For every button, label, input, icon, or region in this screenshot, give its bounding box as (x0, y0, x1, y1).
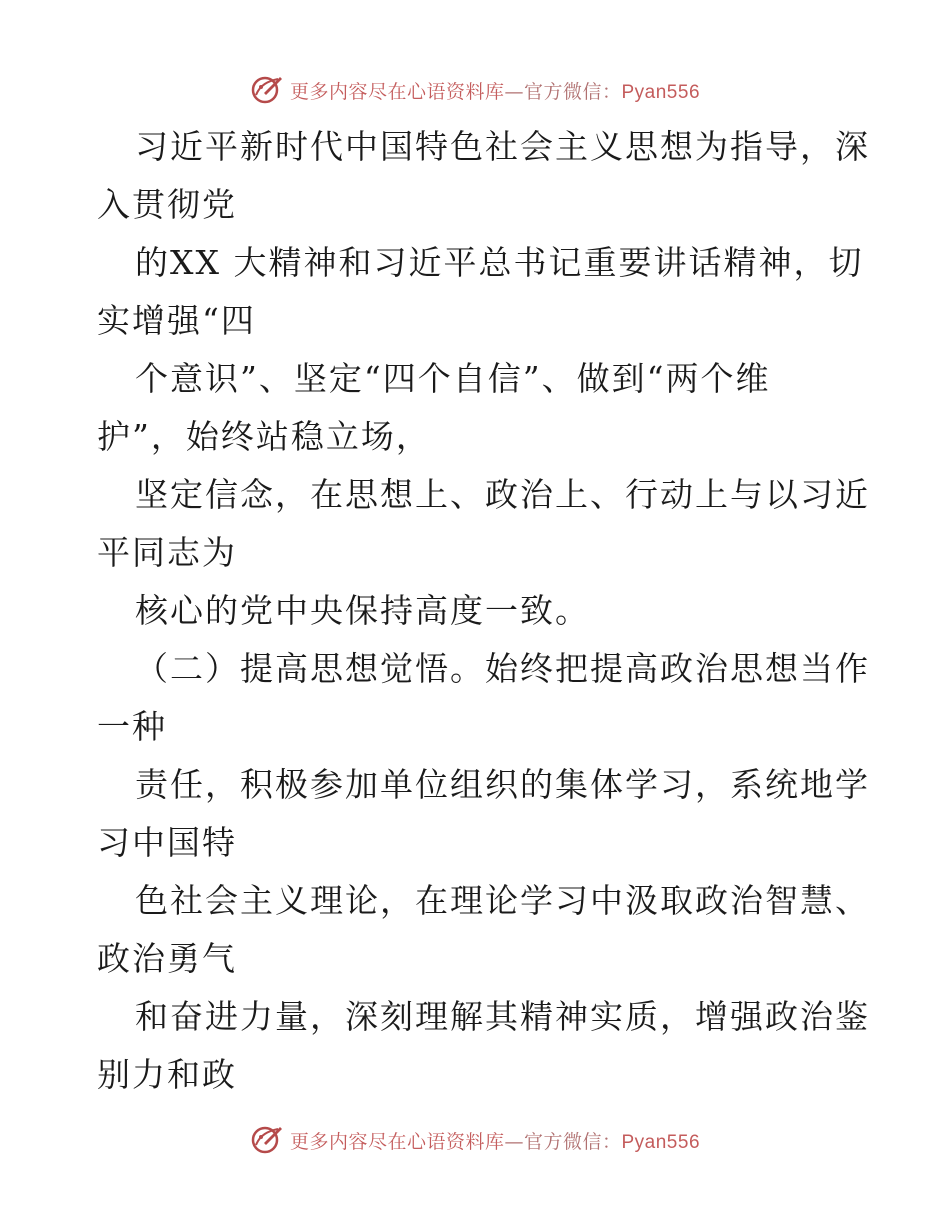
text-line: 政治勇气 (97, 939, 237, 978)
text-line: 习近平新时代中国特色社会主义思想为指导，深 (135, 127, 870, 166)
text-line: 入贯彻党 (97, 185, 237, 224)
banner-main-text: 更多内容尽在心语资料库 (289, 80, 505, 103)
text-line: 色社会主义理论，在理论学习中汲取政治智慧、 (135, 881, 870, 920)
banner-dash: — (504, 80, 524, 103)
document-body (97, 118, 870, 1104)
text-line: 护”，始终站稳立场， (97, 417, 431, 456)
text-line: 平同志为 (97, 533, 237, 572)
text-line: 和奋进力量，深刻理解其精神实质，增强政治鉴 (135, 997, 870, 1036)
banner-official-label: 官方微信： (523, 80, 622, 103)
banner-official-label: 官方微信： (523, 1130, 622, 1153)
pen-logo-icon (250, 1123, 284, 1157)
text-line: 坚定信念，在思想上、政治上、行动上与以习近 (135, 475, 870, 514)
text-line: 责任，积极参加单位组织的集体学习，系统地学 (135, 765, 870, 804)
pen-logo-icon (250, 73, 284, 107)
banner-text (290, 77, 700, 104)
text-line: 习中国特 (97, 823, 237, 862)
text-line: 的XX 大精神和习近平总书记重要讲话精神，切 (135, 243, 864, 282)
banner-dash: — (504, 1130, 524, 1153)
footer-watermark-banner (0, 1120, 950, 1160)
banner-main-text: 更多内容尽在心语资料库 (289, 1130, 505, 1153)
banner-text (290, 1127, 700, 1154)
text-line: 核心的党中央保持高度一致。 (135, 591, 590, 630)
text-line: 实增强“四 (97, 301, 256, 340)
banner-wechat-id: Pyan556 (621, 1131, 701, 1153)
text-line: （二）提高思想觉悟。始终把提高政治思想当作 (135, 649, 870, 688)
text-line: 一种 (97, 707, 167, 746)
header-watermark-banner (0, 70, 950, 110)
text-line: 别力和政 (97, 1055, 237, 1094)
text-line: 个意识”、坚定“四个自信”、做到“两个维 (135, 359, 771, 398)
banner-wechat-id: Pyan556 (621, 81, 701, 103)
